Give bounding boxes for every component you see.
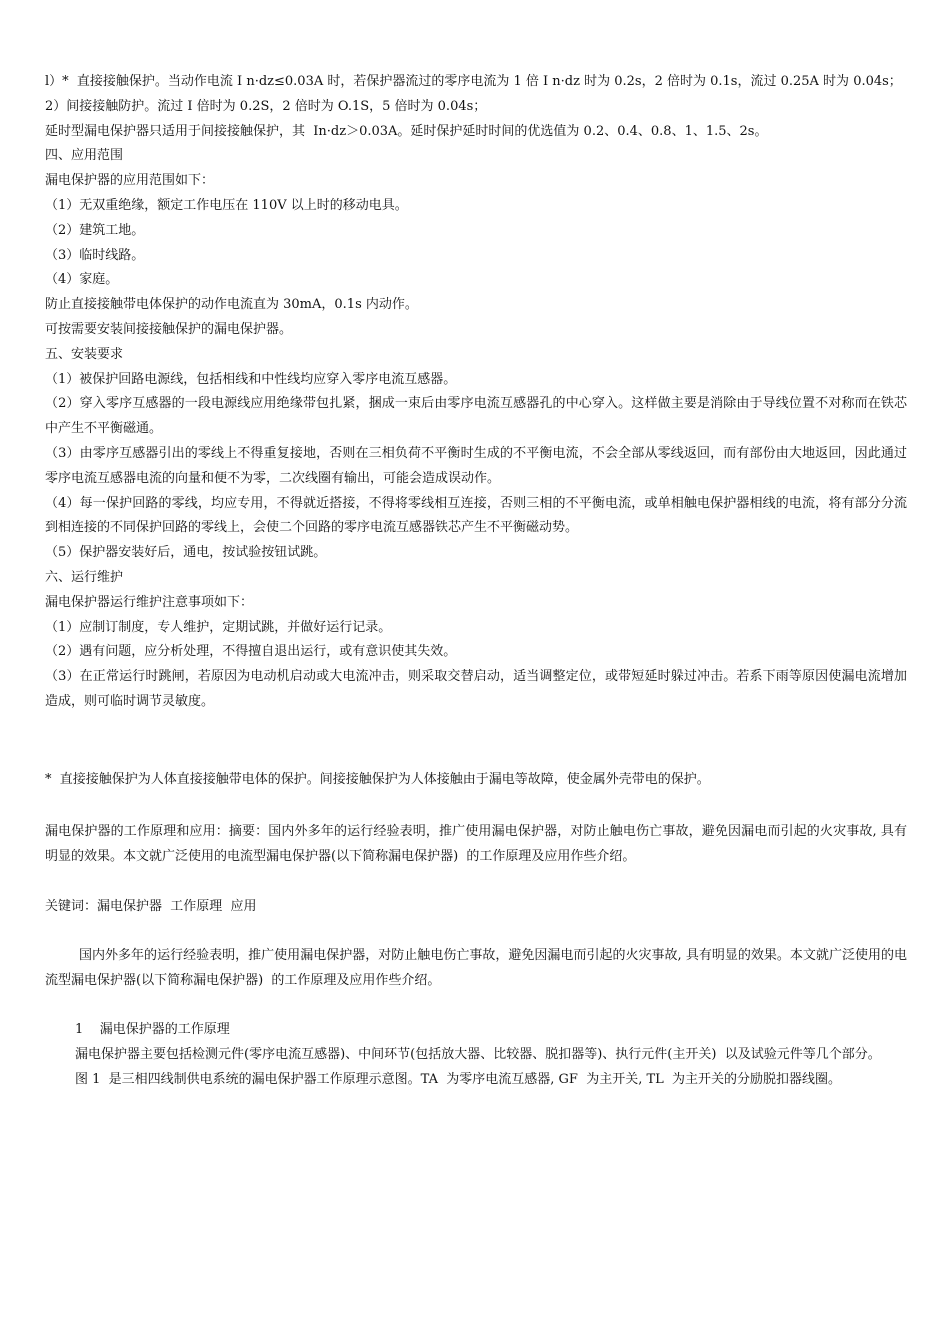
paragraph-scope-intro: 漏电保护器的应用范围如下： <box>45 173 215 189</box>
heading-maintenance: 六、运行维护 <box>45 569 124 585</box>
paragraph-direct-contact: l）* 直接接触保护。当动作电流 I n·dz≤0.03A 时，若保护器流过的零序电流为 1 倍 I n·dz 时为 0.2s，2 倍时为 0.1s，流过 0.25A 时为 0.04s； <box>45 74 902 89</box>
introduction: 国内外多年的运行经验表明，推广使用漏电保护器，对防止触电伤亡事故，避免因漏电而引起的火灾事故, 具有明显的效果。本文就广泛使用的电流型漏电保护器(以下简称漏电保护器) 的工作原理及应用作些介绍。 <box>45 948 907 988</box>
list-item-install-2: （2）穿入零序互感器的一段电源线应用绝缘带包扎紧，捆成一束后由零序电流互感器孔的中心穿入。这样做主要是消除由于导线位置不对称而在铁芯中产生不平衡磁通。 <box>45 396 907 437</box>
abstract: 漏电保护器的工作原理和应用：摘要：国内外多年的运行经验表明，推广使用漏电保护器，对防止触电伤亡事故，避免因漏电而引起的火灾事故, 具有明显的效果。本文就广泛使用的电流型漏电保护器(以下简称漏电保护器) 的工作原理及应用作些介绍。 <box>45 824 907 864</box>
paragraph-maintenance-intro: 漏电保护器运行维护注意事项如下： <box>45 594 254 610</box>
list-item-scope-4: （4）家庭。 <box>45 272 119 288</box>
section-paragraph-components: 漏电保护器主要包括检测元件(零序电流互感器)、中间环节(包括放大器、比较器、脱扣器等)、执行元件(主开关) 以及试验元件等几个部分。 <box>75 1047 881 1062</box>
paragraph-optional-install: 可按需要安装间接接触保护的漏电保护器。 <box>45 321 293 337</box>
footnote: * 直接接触保护为人体直接接触带电体的保护。间接接触保护为人体接触由于漏电等故障，使金属外壳带电的保护。 <box>45 772 710 787</box>
section-heading: 1 漏电保护器的工作原理 <box>75 1022 230 1037</box>
list-item-maintenance-1: （1）应制订制度，专人维护，定期试跳，并做好运行记录。 <box>45 619 392 635</box>
paragraph-action-current: 防止直接接触带电体保护的动作电流直为 30mA，0.1s 内动作。 <box>45 297 418 313</box>
list-item-install-4: （4）每一保护回路的零线，均应专用，不得就近搭接，不得将零线相互连接，否则三相的不平衡电流，或单相触电保护器相线的电流，将有部分分流到相连接的不同保护回路的零线上，会使二个回路的零序电流互感器铁芯产生不平衡磁动势。 <box>45 495 907 536</box>
paragraph-indirect-contact: 2）间接接触防护。流过 I 倍时为 0.2S，2 倍时为 O.1S，5 倍时为 0.04s； <box>45 98 487 114</box>
list-item-scope-1: （1）无双重绝缘，额定工作电压在 110V 以上时的移动电具。 <box>45 197 408 213</box>
list-item-scope-2: （2）建筑工地。 <box>45 222 145 238</box>
paragraph-delay-type: 延时型漏电保护器只适用于间接接触保护，其 In·dz＞0.03A。延时保护延时时间的优选值为 0.2、0.4、0.8、1、1.5、2s。 <box>45 123 768 139</box>
list-item-scope-3: （3）临时线路。 <box>45 247 145 263</box>
section-body <box>45 1043 907 1092</box>
heading-application-scope: 四、应用范围 <box>45 148 124 164</box>
section-paragraph-figure: 图 1 是三相四线制供电系统的漏电保护器工作原理示意图。TA 为零序电流互感器, GF 为主开关, TL 为主开关的分励脱扣器线圈。 <box>75 1071 842 1087</box>
heading-install-requirements: 五、安装要求 <box>45 346 124 362</box>
main-text-block <box>45 70 907 715</box>
list-item-install-3: （3）由零序互感器引出的零线上不得重复接地，否则在三相负荷不平衡时生成的不平衡电流，不会全部从零线返回，而有部份由大地返回，因此通过零序电流互感器电流的向量和便不为零，二次线圈有输出，可能会造成误动作。 <box>45 445 907 486</box>
list-item-install-5: （5）保护器安装好后，通电，按试验按钮试跳。 <box>45 545 327 561</box>
list-item-maintenance-3: （3）在正常运行时跳闸，若原因为电动机启动或大电流冲击，则采取交替启动，适当调整定位，或带短延时躲过冲击。若系下雨等原因使漏电流增加造成，则可临时调节灵敏度。 <box>45 669 907 709</box>
list-item-maintenance-2: （2）遇有问题，应分析处理，不得擅自退出运行，或有意识使其失效。 <box>45 644 457 660</box>
list-item-install-1: （1）被保护回路电源线，包括相线和中性线均应穿入零序电流互感器。 <box>45 371 457 387</box>
keywords: 关键词：漏电保护器 工作原理 应用 <box>45 899 257 914</box>
